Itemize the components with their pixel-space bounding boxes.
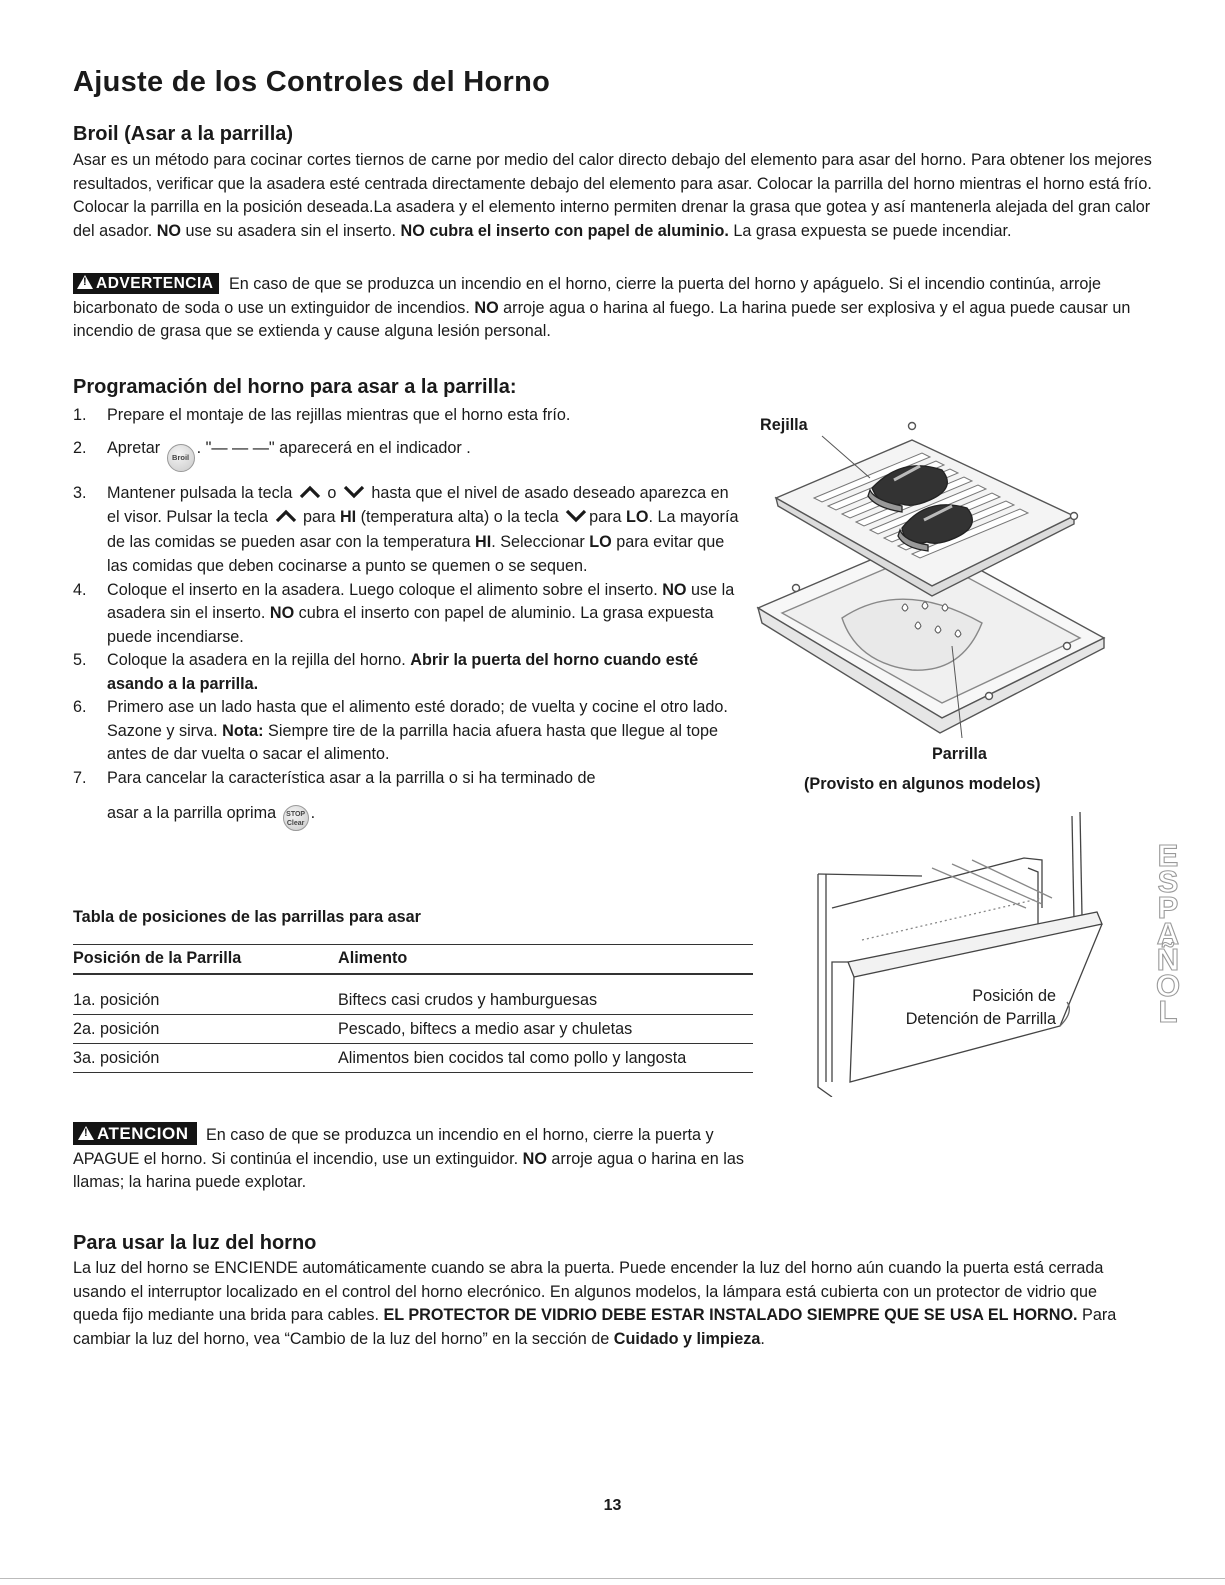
broil-heading: Broil (Asar a la parrilla): [73, 123, 294, 145]
step-text: para: [589, 508, 626, 526]
step-number: 6.: [73, 698, 87, 716]
step-number: 3.: [73, 483, 87, 502]
step-text: Siempre tire de la parrilla hacia afuera hasta que llegue al tope antes de dar vuelta o sacar el alimento.: [107, 721, 718, 763]
step-text: Mantener pulsada la tecla: [107, 483, 297, 502]
step-bold: Nota:: [222, 721, 264, 740]
program-heading: Programación del horno para asar a la parrilla:: [73, 376, 517, 398]
down-arrow-icon: [343, 485, 365, 499]
broil-paragraph: [73, 149, 1153, 243]
warning-triangle-icon: [77, 275, 93, 289]
oven-light-heading: Para usar la luz del horno: [73, 1232, 317, 1254]
warning-triangle-icon: [78, 1126, 94, 1140]
light-text: Para cambiar la luz del horno, vea “Cambio de la luz del horno” en la sección de: [73, 1306, 1117, 1348]
broil-section: [73, 123, 1153, 243]
step-text: Primero ase un lado hasta que el alimento esté dorado; de vuelta y cocine el otro lado. Sazone y sirva.: [107, 698, 728, 740]
rejilla-label: Rejilla: [760, 416, 808, 434]
side-tab-letter: E: [1157, 838, 1179, 873]
light-bold: EL PROTECTOR DE VIDRIO DEBE ESTAR INSTALADO SIEMPRE QUE SE USA EL HORNO.: [383, 1306, 1078, 1324]
step-text: hasta que el nivel de asado deseado aparezca en el visor. Pulsar la tecla: [107, 483, 729, 526]
step-text: use la asadera sin el inserto.: [107, 580, 735, 622]
step-text: (temperatura alta) o la tecla: [356, 508, 564, 526]
step-bold: HI: [475, 532, 492, 551]
table-header-row: [73, 945, 753, 975]
up-arrow-icon: [299, 485, 321, 499]
page-number: 13: [603, 1497, 622, 1514]
broil-pan-figure: [752, 408, 1112, 803]
step-text: para evitar que las comidas que deben cocinarse a punto se quemen o se sequen.: [107, 532, 725, 575]
step-bold: Abrir la puerta del horno cuando esté asando a la parrilla.: [107, 651, 699, 693]
broil-text: use su asadera sin el inserto.: [180, 221, 401, 240]
down-arrow-icon: [565, 509, 587, 523]
step-text: . "— — —" aparecerá en el indicador .: [196, 438, 471, 457]
broil-pan-illustration: [752, 408, 1112, 748]
side-tab-letter: A: [1156, 916, 1180, 951]
warning-advertencia: [73, 273, 1153, 344]
table-title: Tabla de posiciones de las parrillas para asar: [73, 908, 421, 926]
table-row: [73, 974, 753, 1015]
table-header: Alimento: [338, 945, 753, 975]
table-cell: Alimentos bien cocidos tal como pollo y langosta: [338, 1044, 753, 1073]
step-number: 1.: [73, 406, 87, 424]
clear-key-label: Clear: [286, 820, 305, 827]
step-number: 5.: [73, 651, 87, 669]
side-tab-letter: L: [1158, 994, 1178, 1029]
program-section: [73, 376, 743, 831]
broil-text: La grasa expuesta se puede incendiar.: [728, 221, 1012, 240]
table-cell: 3a. posición: [73, 1044, 338, 1073]
pan-caption: (Provisto en algunos modelos): [804, 775, 1041, 793]
side-tab-letter: P: [1157, 890, 1179, 925]
warning-text: arroje agua o harina al fuego. La harina puede ser explosiva y el agua puede causar un incendio de grasa que se extienda y cause alguna lesión personal.: [73, 298, 1131, 340]
light-text: .: [760, 1329, 765, 1348]
step-text: . Seleccionar: [491, 532, 590, 551]
warning-atencion: [73, 1122, 763, 1195]
broil-bold-warning: NO cubra el inserto con papel de aluminio.: [400, 221, 729, 240]
light-bold: Cuidado y limpieza: [613, 1329, 761, 1348]
step-number: 2.: [73, 438, 87, 457]
light-text: La luz del horno se ENCIENDE automáticamente cuando se abra la puerta. Puede encender la luz del horno aún cuando la puerta está cerrada usando el interruptor localizado en el control del horno elecrónico. En algunos modelos, la lámpara está cubierta con un protector de vidrio que queda fijo mediante una brida para cables.: [73, 1259, 1104, 1324]
table-cell: 2a. posición: [73, 1015, 338, 1044]
advertencia-badge: [73, 273, 219, 294]
step-6: [73, 696, 743, 767]
step-3: [73, 481, 743, 579]
step-text: para: [298, 508, 340, 526]
steps-list: [73, 404, 743, 831]
table-cell: Pescado, biftecs a medio asar y chuletas: [338, 1015, 753, 1044]
step-bold: NO: [662, 580, 687, 599]
step-text: Apretar: [107, 438, 165, 457]
atencion-label: ATENCION: [97, 1124, 189, 1143]
language-side-tab: [1148, 838, 1188, 1029]
stop-key-label: STOP: [286, 811, 306, 818]
table-row: [73, 1015, 753, 1044]
step-text: asar a la parrilla oprima: [107, 804, 281, 822]
side-tab-letter: Ñ: [1156, 942, 1180, 977]
side-tab-letter: S: [1157, 864, 1179, 899]
oven-rack-illustration: [812, 812, 1112, 1097]
step-number: 4.: [73, 580, 87, 599]
step-text: cubra el inserto con papel de aluminio. La grasa expuesta puede incendiarse.: [107, 604, 714, 646]
step-text: .: [310, 804, 316, 822]
table-cell: Biftecs casi crudos y hamburguesas: [338, 974, 753, 1015]
step-number: 7.: [73, 768, 87, 787]
step-bold: LO: [589, 532, 612, 551]
bottom-rule: [0, 1578, 1225, 1579]
step-1: [73, 404, 743, 428]
broil-position-table: [73, 944, 753, 1073]
table-header: Posición de la Parrilla: [73, 945, 338, 975]
broil-key-icon: Broil: [167, 444, 195, 472]
warning-text: En caso de que se produzca un incendio en el horno, cierre la puerta y APAGUE el horno. Si continúa el incendio, use un extinguidor.: [73, 1126, 714, 1168]
step-7: [73, 767, 743, 832]
side-tab-letter: O: [1155, 968, 1181, 1003]
rack-stop-label-line1: Posición de: [972, 987, 1056, 1005]
advertencia-label: ADVERTENCIA: [96, 275, 214, 292]
oven-rack-stop-figure: [812, 812, 1112, 1097]
broil-text: Asar es un método para cocinar cortes tiernos de carne por medio del calor directo debajo del elemento para asar del horno. Para obtener los mejores resultados, verificar que la asadera esté centrada directamente debajo del elemento para asar. Colocar la parrilla del horno mientras el horno está frío. Colocar la parrilla en la posición deseada.La asadera y el elemento interno permiten drenar la grasa que gotea y así mantenerla alejada del gran calor del asador.: [73, 151, 1152, 240]
step-bold: HI: [339, 508, 357, 526]
oven-light-paragraph: [73, 1257, 1143, 1351]
broil-bold-no: NO: [156, 221, 181, 240]
step-text: . La mayoría de las comidas se pueden asar con la temperatura: [107, 508, 739, 551]
warning-text: En caso de que se produzca un incendio en el horno, cierre la puerta del horno y apáguelo. Si el incendio continúa, arroje bicarbonato de soda o use un extinguidor de incendios.: [73, 275, 1101, 317]
step-2: [73, 437, 743, 472]
warning-bold-no: NO: [522, 1149, 547, 1168]
broil-table-section: [73, 908, 753, 1073]
step-text: Coloque la asadera en la rejilla del horno.: [107, 651, 411, 669]
step-text: o: [322, 483, 341, 502]
warning-text: arroje agua o harina en las llamas; la harina puede explotar.: [73, 1149, 745, 1191]
step-4: [73, 579, 743, 650]
step-bold: NO: [269, 604, 295, 622]
warning-bold-no: NO: [474, 298, 499, 317]
table-row: [73, 1044, 753, 1073]
step-text: Para cancelar la característica asar a la parrilla o si ha terminado de: [107, 768, 596, 787]
page-title: Ajuste de los Controles del Horno: [73, 66, 551, 98]
table-cell: 1a. posición: [73, 974, 338, 1015]
stop-clear-key-icon: [283, 805, 309, 831]
step-bold: LO: [625, 508, 649, 526]
oven-light-section: [73, 1232, 1143, 1351]
atencion-badge: [73, 1122, 197, 1145]
step-text: Coloque el inserto en la asadera. Luego coloque el alimento sobre el inserto.: [107, 580, 663, 599]
step-5: [73, 649, 743, 696]
up-arrow-icon: [275, 509, 297, 523]
step-text: Prepare el montaje de las rejillas mientras que el horno esta frío.: [107, 406, 571, 424]
parrilla-label: Parrilla: [932, 745, 987, 763]
rack-stop-label-line2: Detención de Parrilla: [905, 1010, 1056, 1028]
